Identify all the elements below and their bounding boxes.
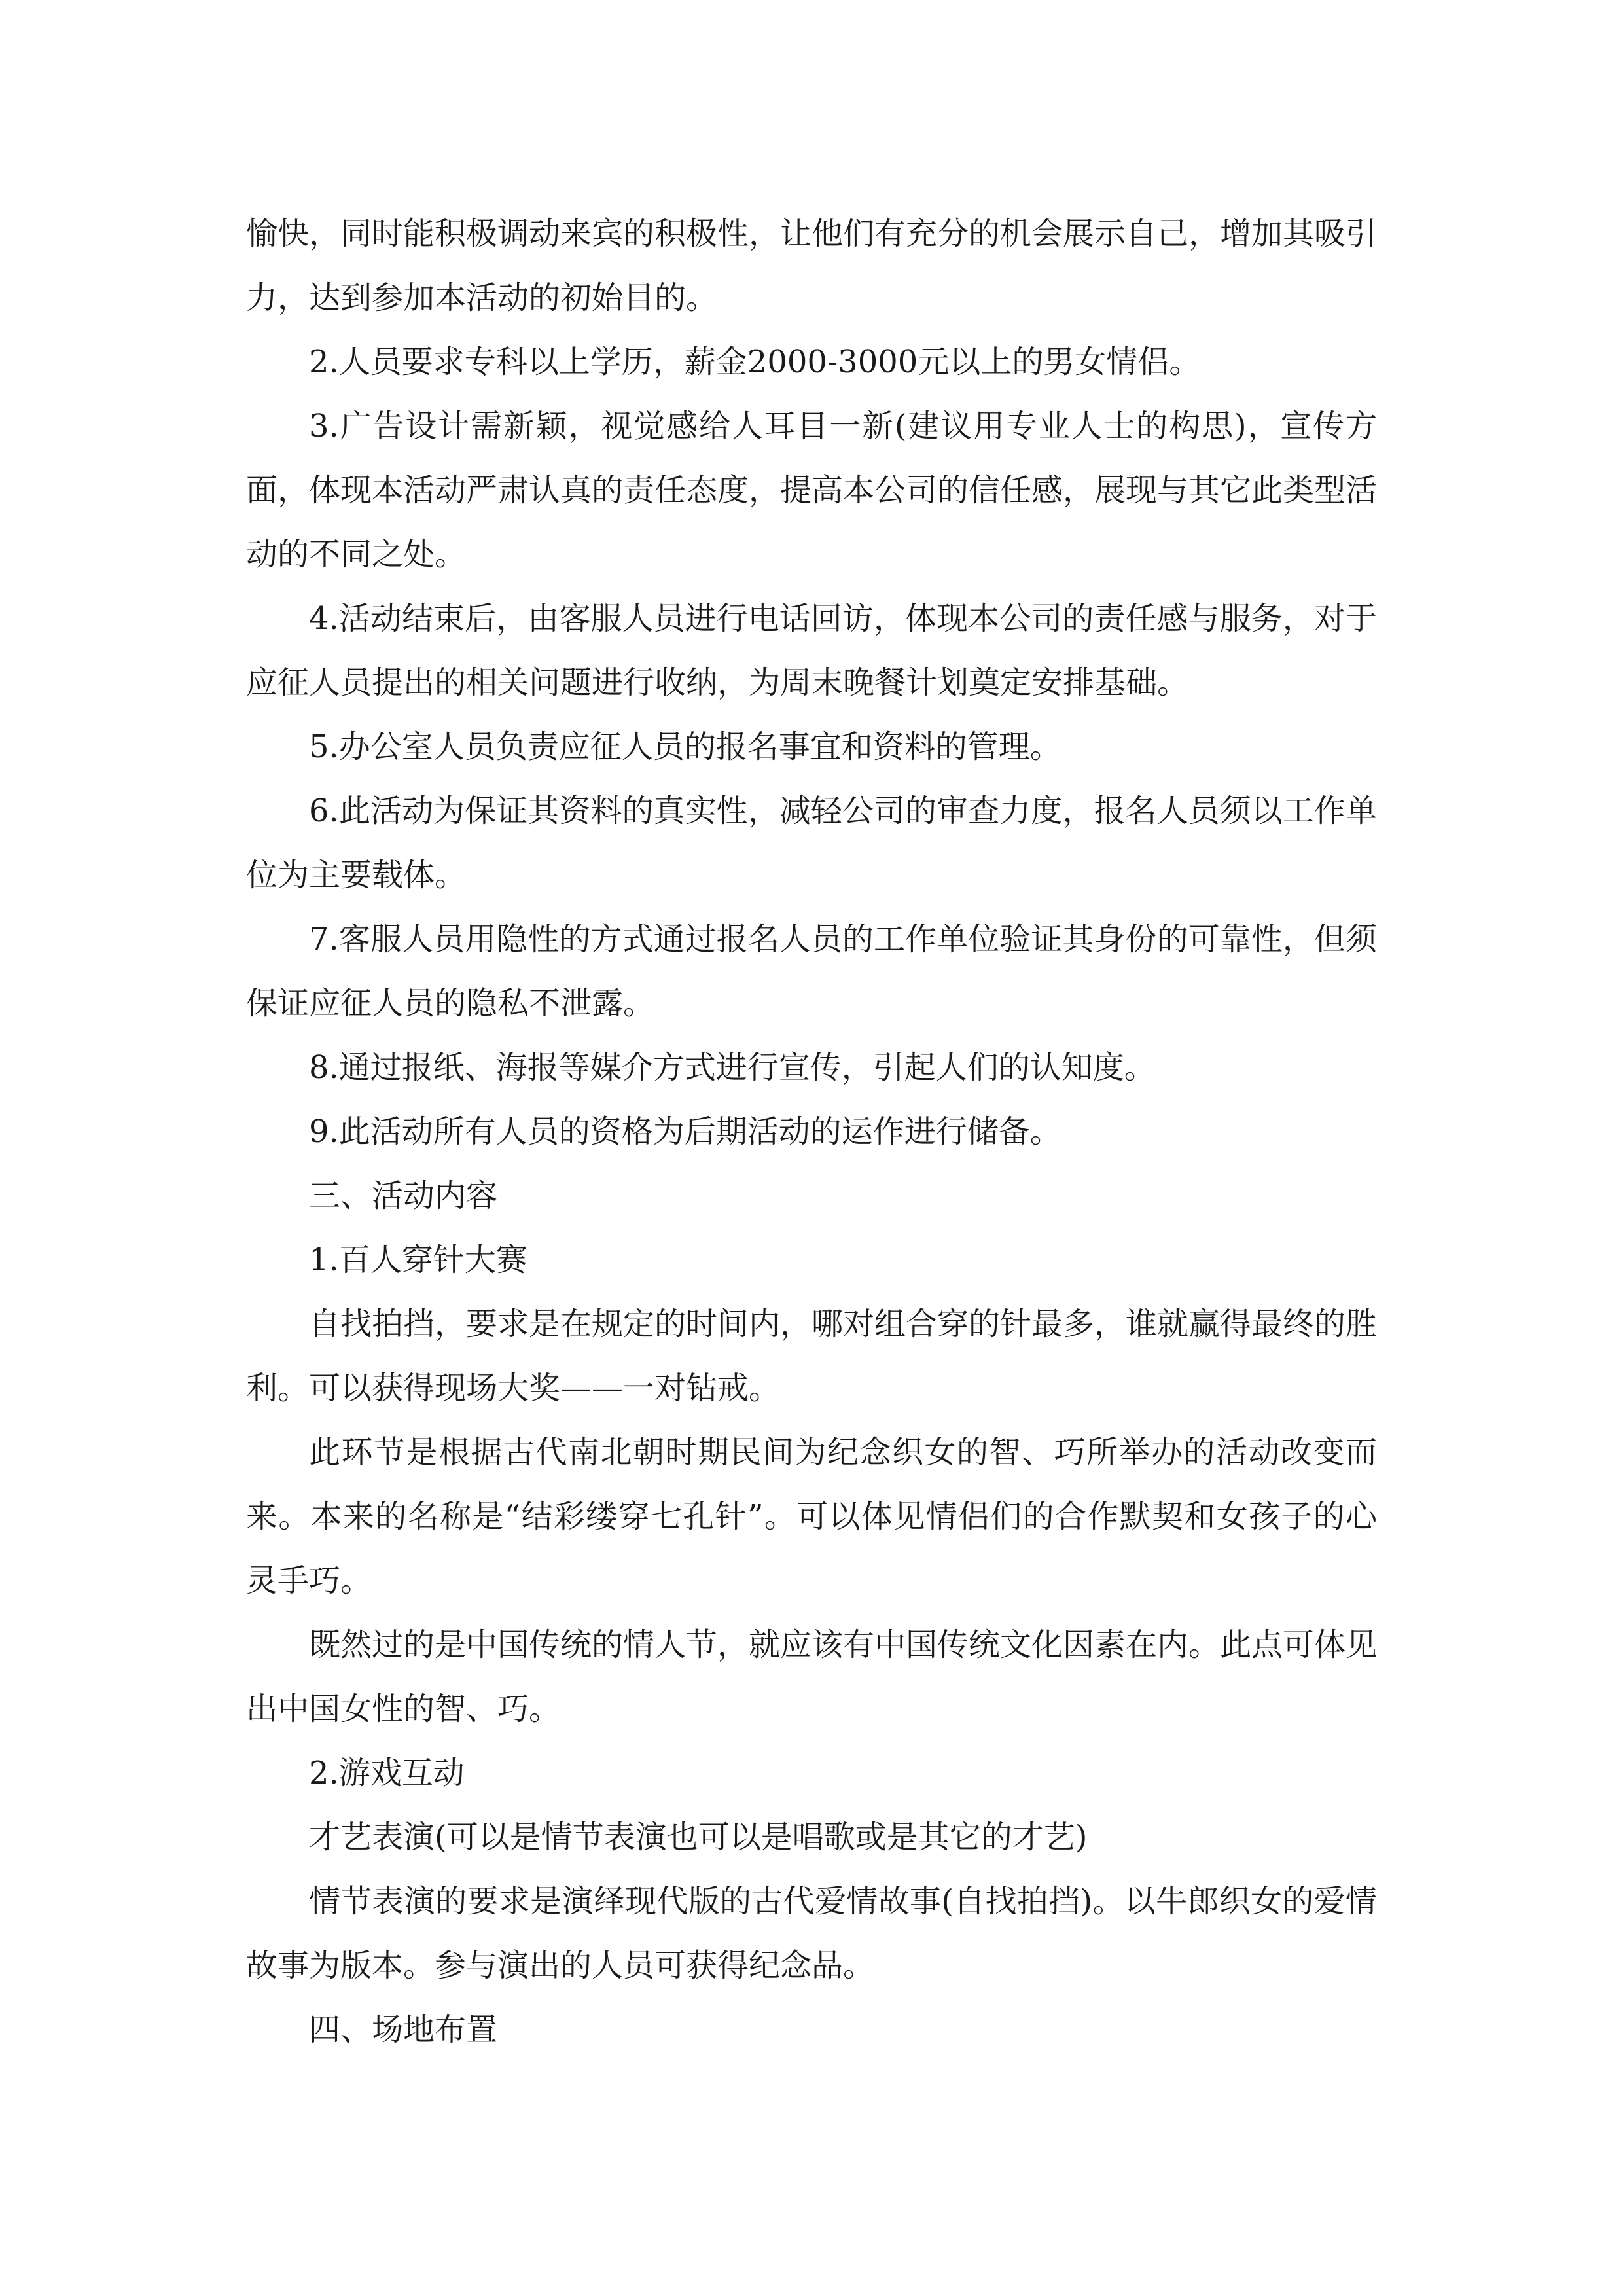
paragraph-continuation: 愉快，同时能积极调动来宾的积极性，让他们有充分的机会展示自己，增加其吸引力，达到参加本活动的初始目的。	[246, 215, 1378, 316]
paragraph-item-3: 3.广告设计需新颖，视觉感给人耳目一新(建议用专业人士的构思)，宣传方面，体现本活动严肃认真的责任态度，提高本公司的信任感，展现与其它此类型活动的不同之处。	[246, 408, 1378, 573]
paragraph-tradition: 既然过的是中国传统的情人节，就应该有中国传统文化因素在内。此点可体见出中国女性的智、巧。	[246, 1626, 1378, 1727]
paragraph-contest-origin: 此环节是根据古代南北朝时期民间为纪念织女的智、巧所举办的活动改变而来。本来的名称是“结彩缕穿七孔针”。可以体见情侣们的合作默契和女孩子的心灵手巧。	[246, 1434, 1377, 1599]
paragraph-item-2: 2.人员要求专科以上学历，薪金2000-3000元以上的男女情侣。	[309, 344, 1201, 380]
paragraph-item-8: 8.通过报纸、海报等媒介方式进行宣传，引起人们的认知度。	[309, 1049, 1156, 1086]
paragraph-item-4: 4.活动结束后，由客服人员进行电话回访，体现本公司的责任感与服务，对于应征人员提出的相关问题进行收纳，为周末晚餐计划奠定安排基础。	[246, 600, 1377, 701]
paragraph-item-7: 7.客服人员用隐性的方式通过报名人员的工作单位验证其身份的可靠性，但须保证应征人员的隐私不泄露。	[246, 921, 1377, 1022]
section-heading-venue-layout: 四、场地布置	[309, 2011, 498, 2048]
subheading-game-interaction: 2.游戏互动	[309, 1755, 465, 1791]
paragraph-talent-show: 才艺表演(可以是情节表演也可以是唱歌或是其它的才艺)	[309, 1819, 1088, 1856]
paragraph-item-6: 6.此活动为保证其资料的真实性，减轻公司的审查力度，报名人员须以工作单位为主要载体。	[246, 793, 1377, 893]
paragraph-performance-rules: 情节表演的要求是演绎现代版的古代爱情故事(自找拍挡)。以牛郎织女的爱情故事为版本。参与演出的人员可获得纪念品。	[246, 1883, 1377, 1984]
subheading-needle-contest: 1.百人穿针大赛	[309, 1242, 527, 1278]
paragraph-item-9: 9.此活动所有人员的资格为后期活动的运作进行储备。	[309, 1113, 1061, 1150]
document-body	[246, 202, 1377, 2062]
paragraph-item-5: 5.办公室人员负责应征人员的报名事宜和资料的管理。	[309, 728, 1061, 765]
paragraph-contest-rules: 自找拍挡，要求是在规定的时间内，哪对组合穿的针最多，谁就赢得最终的胜利。可以获得现场大奖——一对钻戒。	[246, 1306, 1378, 1407]
section-heading-activity-content: 三、活动内容	[309, 1177, 498, 1214]
